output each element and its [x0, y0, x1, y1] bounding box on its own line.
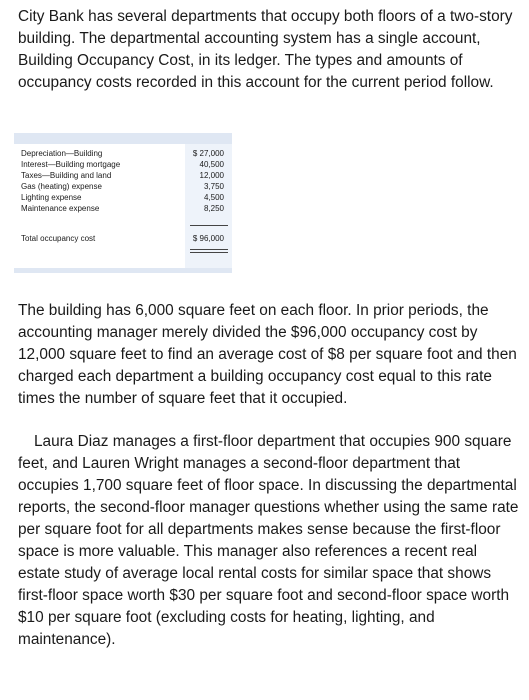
row-amount: 4,500: [203, 193, 224, 202]
double-rule-top: [190, 249, 228, 250]
total-row: [14, 233, 232, 244]
row-amount: $ 27,000: [192, 149, 224, 158]
total-label: Total occupancy cost: [21, 234, 96, 243]
row-amount: 40,500: [199, 160, 224, 169]
row-label: Interest—Building mortgage: [21, 160, 121, 169]
table-row: [14, 159, 232, 170]
subtotal-rule: [190, 225, 228, 226]
total-amount: $ 96,000: [192, 234, 224, 243]
intro-paragraph: City Bank has several departments that occupy both floors of a two-story building. The departmental accounting system has a single account, Building Occupancy Cost, in its ledger. The types and amounts of occupancy costs recorded in this account for the current period follow.: [18, 8, 513, 91]
table-footer-band: [14, 268, 232, 273]
row-amount: 3,750: [203, 182, 224, 191]
double-rule-bottom: [190, 252, 228, 253]
table-row: [14, 170, 232, 181]
row-label: Taxes—Building and land: [21, 171, 112, 180]
table-row: [14, 192, 232, 203]
occupancy-cost-table: [14, 133, 232, 273]
table-row: [14, 148, 232, 159]
row-label: Lighting expense: [21, 193, 82, 202]
table-header-band: [14, 133, 232, 144]
building-paragraph: The building has 6,000 square feet on each floor. In prior periods, the accounting manager merely divided the $96,000 occupancy cost by 12,000 square feet to find an average cost of $8 per square foot and then charged each department a building occupancy cost equal to this rate times the number of square feet that it occupied.: [18, 302, 517, 407]
row-amount: 8,250: [203, 204, 224, 213]
row-amount: 12,000: [199, 171, 224, 180]
table-row: [14, 203, 232, 214]
row-label: Depreciation—Building: [21, 149, 103, 158]
row-label: Gas (heating) expense: [21, 182, 102, 191]
managers-paragraph: Laura Diaz manages a first-floor department that occupies 900 square feet, and Lauren Wright manages a second-floor department that occupies 1,700 square feet of floor space. In discussing the departmental reports, the second-floor manager questions whether using the same rate per square foot for all departments makes sense because the first-floor space is more valuable. This manager also references a recent real estate study of average local rental costs for similar space that shows first-floor space worth $30 per square foot and second-floor space worth $10 per square foot (excluding costs for heating, lighting, and maintenance).: [18, 433, 519, 648]
row-label: Maintenance expense: [21, 204, 100, 213]
table-row: [14, 181, 232, 192]
